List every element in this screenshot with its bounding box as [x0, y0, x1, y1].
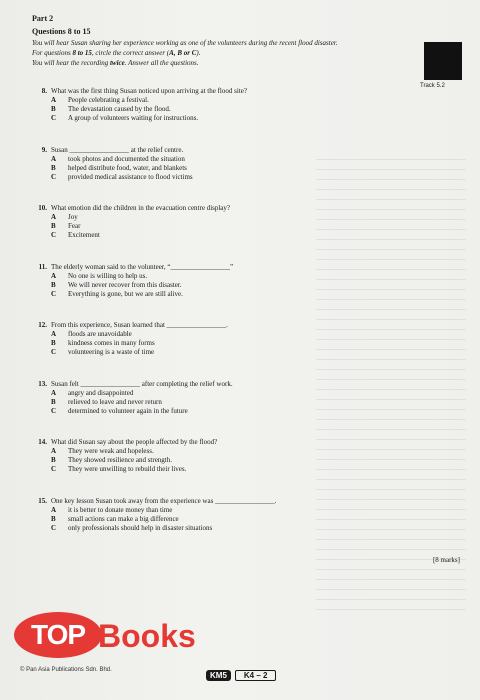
question-8 — [32, 87, 422, 123]
option-a[interactable]: A Joy — [51, 213, 78, 221]
question-number: 13. — [38, 380, 47, 388]
question-number: 11. — [38, 263, 47, 271]
option-b[interactable]: B helped distribute food, water, and blankets — [51, 164, 187, 172]
option-b[interactable]: B The devastation caused by the flood. — [51, 105, 171, 113]
option-a[interactable]: A People celebrating a festival. — [51, 96, 149, 104]
publisher-credit: © Pan Asia Publications Sdn. Bhd. — [20, 667, 112, 673]
question-stem: One key lesson Susan took away from the experience was _________________. — [51, 497, 277, 505]
question-14 — [32, 438, 422, 474]
option-b[interactable]: B small actions can make a big difference — [51, 515, 179, 523]
instruction-line: You will hear the recording twice. Answer all the questions. — [32, 59, 199, 67]
instructions — [32, 38, 420, 68]
question-stem: Susan felt _________________ after completing the relief work. — [51, 380, 233, 388]
logo-books-text: Books — [98, 618, 196, 654]
logo-top-text: TOP — [14, 612, 102, 658]
question-number: 9. — [41, 146, 47, 154]
part-title: Part 2 — [32, 14, 54, 23]
option-c[interactable]: C determined to volunteer again in the future — [51, 407, 188, 415]
question-number: 8. — [41, 87, 47, 95]
question-stem: What was the first thing Susan noticed upon arriving at the flood site? — [51, 87, 247, 95]
option-b[interactable]: B We will never recover from this disaster. — [51, 281, 182, 289]
section-header — [32, 14, 462, 68]
option-c[interactable]: C volunteering is a waste of time — [51, 348, 155, 356]
question-stem: What did Susan say about the people affected by the flood? — [51, 438, 218, 446]
question-stem: Susan _________________ at the relief centre. — [51, 146, 184, 154]
option-a[interactable]: A took photos and documented the situation — [51, 155, 185, 163]
option-a[interactable]: A They were weak and hopeless. — [51, 447, 154, 455]
option-a[interactable]: A floods are unavoidable — [51, 330, 132, 338]
option-c[interactable]: C A group of volunteers waiting for instructions. — [51, 114, 199, 122]
module-code: KM5 — [206, 670, 231, 681]
option-c[interactable]: C Excitement — [51, 231, 100, 239]
question-stem: What emotion did the children in the evacuation centre display? — [51, 204, 231, 212]
option-c[interactable]: C provided medical assistance to flood victims — [51, 173, 193, 181]
question-number: 14. — [38, 438, 47, 446]
option-b[interactable]: B relieved to leave and never return — [51, 398, 162, 406]
question-15 — [32, 497, 422, 533]
option-a[interactable]: A angry and disappointed — [51, 389, 134, 397]
page-footer — [206, 670, 276, 681]
option-a[interactable]: A it is better to donate money than time — [51, 506, 173, 514]
question-number: 10. — [38, 204, 47, 212]
question-stem: The elderly woman said to the volunteer, “_________________” — [51, 263, 234, 271]
question-13 — [32, 380, 422, 416]
option-c[interactable]: C only professionals should help in disaster situations — [51, 524, 213, 532]
question-number: 12. — [38, 321, 47, 329]
question-9 — [32, 146, 422, 182]
marks-label: [8 marks] — [432, 556, 460, 564]
option-c[interactable]: C Everything is gone, but we are still alive. — [51, 290, 183, 298]
option-a[interactable]: A No one is willing to help us. — [51, 272, 148, 280]
option-b[interactable]: B Fear — [51, 222, 81, 230]
instruction-line: For questions 8 to 15, circle the correct answer (A, B or C). — [32, 49, 201, 57]
question-12 — [32, 321, 422, 357]
question-number: 15. — [38, 497, 47, 505]
option-c[interactable]: C They were unwilling to rebuild their lives. — [51, 465, 187, 473]
question-range: Questions 8 to 15 — [32, 27, 91, 36]
question-11 — [32, 263, 422, 299]
instruction-line: You will hear Susan sharing her experience working as one of the volunteers during the recent flood disaster. — [32, 39, 338, 47]
track-label: Track 5.2 — [420, 83, 445, 89]
question-10 — [32, 204, 422, 240]
option-b[interactable]: B They showed resilience and strength. — [51, 456, 172, 464]
option-b[interactable]: B kindness comes in many forms — [51, 339, 155, 347]
qr-code — [424, 42, 462, 80]
question-stem: From this experience, Susan learned that _________________. — [51, 321, 228, 329]
page-number: K4 – 2 — [235, 670, 277, 681]
